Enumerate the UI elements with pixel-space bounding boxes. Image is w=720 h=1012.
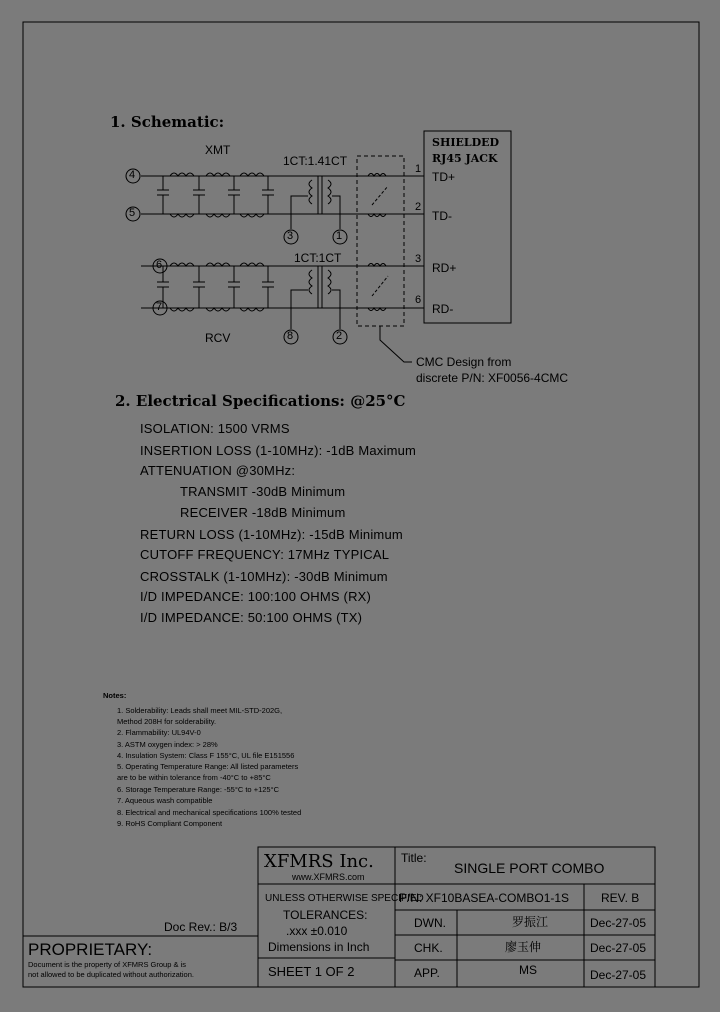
- pin-7-label: 7: [156, 301, 163, 313]
- note-item: 1. Solderability: Leads shall meet MIL-STD-202G,: [117, 706, 283, 715]
- spec-line: ATTENUATION @30MHz:: [140, 463, 296, 478]
- xmt-label: XMT: [205, 143, 231, 157]
- note-item: 4. Insulation System: Class F 155°C, UL file E151556: [117, 751, 295, 760]
- jack-title-line2: RJ45 JACK: [432, 152, 498, 165]
- proprietary-label: PROPRIETARY:: [28, 940, 153, 959]
- jack-pin-num: 2: [415, 201, 422, 213]
- schematic-heading: 1. Schematic:: [110, 113, 225, 131]
- revision: REV. B: [601, 891, 640, 905]
- tolerance-value: .xxx ±0.010: [286, 924, 348, 938]
- spec-line: I/D IMPEDANCE: 100:100 OHMS (RX): [140, 589, 372, 604]
- note-item: 6. Storage Temperature Range: -55°C to +125°C: [117, 785, 279, 794]
- pin-1-label: 1: [336, 230, 343, 242]
- jack-pin-num: 1: [415, 163, 422, 175]
- pin-3-label: 3: [287, 230, 294, 242]
- jack-pin-label: TD+: [432, 170, 456, 184]
- spec-line: I/D IMPEDANCE: 50:100 OHMS (TX): [140, 610, 363, 625]
- pin-5-label: 5: [129, 207, 136, 219]
- note-item: are to be within tolerance from -40°C to +85°C: [117, 773, 271, 782]
- company-website: www.XFMRS.com: [292, 872, 365, 882]
- jack-pin-label: RD+: [432, 261, 457, 275]
- note-item: 2. Flammability: UL94V-0: [117, 728, 201, 737]
- part-number: P/N: XF10BASEA-COMBO1-1S: [399, 891, 570, 905]
- pin-6-label: 6: [156, 259, 163, 271]
- approved-name: MS: [519, 963, 537, 977]
- jack-pin-label: RD-: [432, 302, 454, 316]
- checked-name: 廖玉伸: [505, 940, 542, 954]
- ratio-top-label: 1CT:1.41CT: [283, 154, 348, 168]
- proprietary-text-line1: Document is the property of XFMRS Group & is: [28, 960, 186, 969]
- pin-4-label: 4: [129, 169, 136, 181]
- dimensions-note: Dimensions in Inch: [268, 940, 370, 954]
- spec-line: INSERTION LOSS (1-10MHz): -1dB Maximum: [140, 443, 417, 458]
- approved-date: Dec-27-05: [590, 968, 647, 982]
- spec-line: RETURN LOSS (1-10MHz): -15dB Minimum: [140, 527, 403, 542]
- jack-pin-label: TD-: [432, 209, 452, 223]
- cmc-note-line1: CMC Design from: [416, 355, 512, 369]
- drawn-date: Dec-27-05: [590, 916, 647, 930]
- note-item: 8. Electrical and mechanical specifications 100% tested: [117, 808, 302, 817]
- note-item: 7. Aqueous wash compatible: [117, 796, 213, 805]
- checked-label: CHK.: [414, 941, 443, 955]
- jack-pin-num: 6: [415, 294, 422, 306]
- spec-line: ISOLATION: 1500 VRMS: [140, 421, 290, 436]
- company-name: XFMRS Inc.: [264, 851, 374, 872]
- electrical-heading: 2. Electrical Specifications: @25°C: [115, 392, 406, 410]
- drawn-label: DWN.: [414, 916, 446, 930]
- spec-line: TRANSMIT -30dB Minimum: [180, 484, 346, 499]
- cmc-note-line2: discrete P/N: XF0056-4CMC: [416, 371, 569, 385]
- drawn-name: 罗振江: [512, 915, 549, 929]
- jack-pin-num: 3: [415, 253, 422, 265]
- note-item: 3. ASTM oxygen index: > 28%: [117, 740, 218, 749]
- note-item: 5. Operating Temperature Range: All listed parameters: [117, 762, 299, 771]
- spec-line: CROSSTALK (1-10MHz): -30dB Minimum: [140, 569, 388, 584]
- jack-title-line1: SHIELDED: [432, 136, 500, 149]
- notes-title: Notes:: [103, 691, 127, 700]
- drawing-title: SINGLE PORT COMBO: [454, 860, 605, 876]
- spec-line: RECEIVER -18dB Minimum: [180, 505, 346, 520]
- spec-line: CUTOFF FREQUENCY: 17MHz TYPICAL: [140, 547, 390, 562]
- pin-8-label: 8: [287, 330, 294, 342]
- note-item: Method 208H for solderability.: [117, 717, 217, 726]
- note-item: 9. RoHS Compliant Component: [117, 819, 223, 828]
- title-label: Title:: [401, 851, 427, 865]
- unless-specified: UNLESS OTHERWISE SPECIFIED: [265, 893, 424, 904]
- ratio-bottom-label: 1CT:1CT: [294, 251, 342, 265]
- rcv-label: RCV: [205, 331, 231, 345]
- doc-revision: Doc Rev.: B/3: [164, 920, 238, 934]
- pin-2-label: 2: [336, 330, 343, 342]
- proprietary-text-line2: not allowed to be duplicated without authorization.: [28, 970, 194, 979]
- checked-date: Dec-27-05: [590, 941, 647, 955]
- sheet-number: SHEET 1 OF 2: [268, 964, 355, 979]
- tolerances-label: TOLERANCES:: [283, 908, 368, 922]
- approved-label: APP.: [414, 966, 440, 980]
